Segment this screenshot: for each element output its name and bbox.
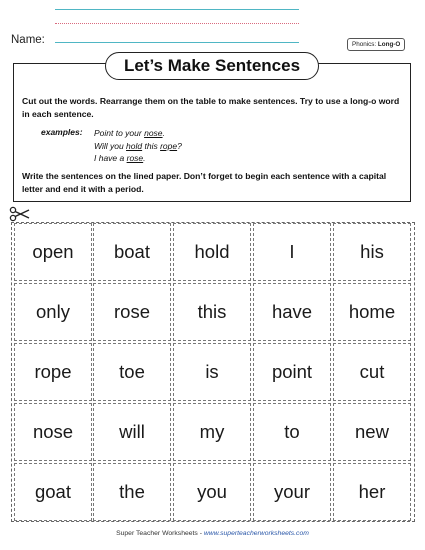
name-label: Name: — [11, 34, 45, 46]
example-sentence: Will you hold this rope? — [94, 140, 182, 151]
footer — [0, 530, 425, 537]
word-card[interactable]: new — [333, 403, 411, 461]
footer-url[interactable]: www.superteacherworksheets.com — [203, 530, 309, 537]
word-card[interactable]: your — [253, 463, 331, 521]
word-card[interactable]: will — [93, 403, 171, 461]
word-card[interactable]: nose — [14, 403, 92, 461]
word-card[interactable]: home — [333, 283, 411, 341]
worksheet-title: Let’s Make Sentences — [105, 52, 319, 80]
word-card[interactable]: cut — [333, 343, 411, 401]
word-card[interactable]: toe — [93, 343, 171, 401]
word-card[interactable]: this — [173, 283, 251, 341]
word-card[interactable]: rose — [93, 283, 171, 341]
name-line-midline — [55, 23, 299, 24]
footer-text: Super Teacher Worksheets - — [116, 530, 204, 537]
example-keyword: rope — [160, 140, 178, 151]
example-sentence: I have a rose. — [94, 153, 146, 163]
example-keyword: hold — [126, 140, 143, 151]
example-keyword: rose — [126, 153, 144, 163]
word-card[interactable]: my — [173, 403, 251, 461]
word-card[interactable]: you — [173, 463, 251, 521]
example-sentence: Point to your nose. — [94, 128, 165, 138]
word-card[interactable]: point — [253, 343, 331, 401]
word-card[interactable]: open — [14, 223, 92, 281]
word-card[interactable]: I — [253, 223, 331, 281]
name-writing-lines — [55, 9, 299, 49]
instruction-paragraph-1: Cut out the words. Rearrange them on the table to make sentences. Try to use a long-o word in each sentence. — [22, 96, 400, 119]
phonics-prefix: Phonics: — [352, 41, 377, 48]
word-card[interactable]: the — [93, 463, 171, 521]
word-card[interactable]: rope — [14, 343, 92, 401]
word-cutout-grid — [11, 222, 415, 522]
word-card[interactable]: her — [333, 463, 411, 521]
word-card[interactable]: his — [333, 223, 411, 281]
examples-label: examples: — [41, 127, 83, 137]
word-card[interactable]: boat — [93, 223, 171, 281]
scissors-icon — [9, 206, 31, 222]
word-card[interactable]: goat — [14, 463, 92, 521]
phonics-badge — [347, 38, 405, 51]
word-card[interactable]: to — [253, 403, 331, 461]
instruction-paragraph-2: Write the sentences on the lined paper. Don’t forget to begin each sentence with a capital letter and end it with a period. — [22, 171, 387, 194]
word-card[interactable]: is — [173, 343, 251, 401]
word-card[interactable]: only — [14, 283, 92, 341]
name-line-baseline — [55, 42, 299, 43]
word-card[interactable]: hold — [173, 223, 251, 281]
word-card[interactable]: have — [253, 283, 331, 341]
name-line-top — [55, 9, 299, 10]
examples-list — [94, 127, 182, 165]
phonics-topic: Long-O — [377, 41, 401, 48]
example-keyword: nose — [144, 128, 163, 138]
